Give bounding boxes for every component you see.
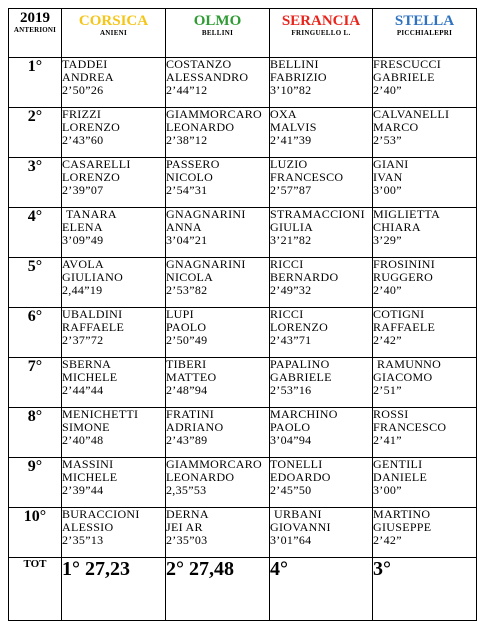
rank-cell: [9, 258, 62, 308]
athlete-cell: [62, 158, 166, 208]
athlete-time: 3’10”82: [270, 83, 312, 97]
athlete-surname: PAPALINO: [270, 357, 330, 371]
athlete-surname: FRIZZI: [62, 107, 102, 121]
team-header-stella: [373, 9, 477, 58]
athlete-time: 3’04”21: [166, 233, 208, 247]
rank-label: 4°: [27, 208, 43, 225]
athlete-first-name: MATTEO: [166, 370, 217, 384]
athlete-surname: MIGLIETTA: [373, 207, 441, 221]
athlete-cell: [373, 258, 477, 308]
team-header-olmo: [166, 9, 270, 58]
team-total: 4°: [270, 558, 373, 621]
athlete-surname: UBALDINI: [62, 307, 123, 321]
athlete-first-name: SIMONE: [62, 420, 110, 434]
athlete-surname: COSTANZO: [166, 57, 232, 71]
athlete-first-name: GIOVANNI: [270, 520, 331, 534]
athlete-time: 2’38”12: [166, 133, 208, 147]
table-row: [9, 508, 477, 558]
athlete-surname: GIANI: [373, 157, 409, 171]
athlete-surname: BURACCIONI: [62, 507, 140, 521]
athlete-time: 2’43”71: [270, 333, 312, 347]
athlete-first-name: DANIELE: [373, 470, 428, 484]
athlete-surname: CASARELLI: [62, 157, 131, 171]
rank-cell: [9, 158, 62, 208]
table-row: [9, 408, 477, 458]
athlete-time: 2’41”39: [270, 133, 312, 147]
table-row: [9, 458, 477, 508]
athlete-time: 2’43”89: [166, 433, 208, 447]
athlete-surname: RICCI: [270, 307, 304, 321]
athlete-time: 2’42”: [373, 333, 402, 347]
athlete-time: 3’01”64: [270, 533, 312, 547]
athlete-surname: GENTILI: [373, 457, 423, 471]
athlete-first-name: FRANCESCO: [270, 170, 344, 184]
athlete-first-name: FRANCESCO: [373, 420, 447, 434]
athlete-first-name: BERNARDO: [270, 270, 339, 284]
athlete-first-name: ELENA: [62, 220, 103, 234]
athlete-first-name: JEI AR: [166, 520, 203, 534]
athlete-time: 2’43”60: [62, 133, 104, 147]
rank-label: 6°: [27, 308, 43, 325]
athlete-surname: CALVANELLI: [373, 107, 450, 121]
athlete-cell: [270, 508, 373, 558]
team-subtitle: BELLINI: [201, 29, 234, 37]
athlete-cell: [166, 258, 270, 308]
rank-cell: [9, 408, 62, 458]
athlete-time: 2’51”: [373, 383, 402, 397]
rank-label: 2°: [27, 108, 43, 125]
athlete-first-name: RUGGERO: [373, 270, 434, 284]
athlete-first-name: LEONARDO: [166, 470, 235, 484]
team-subtitle: PICCHIALEPRI: [396, 29, 453, 37]
athlete-time: 2’45”50: [270, 483, 312, 497]
athlete-cell: [270, 308, 373, 358]
athlete-surname: PASSERO: [166, 157, 220, 171]
athlete-time: 2’35”13: [62, 533, 104, 547]
athlete-time: 2’37”72: [62, 333, 104, 347]
athlete-first-name: NICOLO: [166, 170, 214, 184]
athlete-surname: STRAMACCIONI: [270, 207, 365, 221]
athlete-first-name: IVAN: [373, 170, 403, 184]
athlete-cell: [270, 58, 373, 108]
athlete-cell: [373, 108, 477, 158]
team-header-serancia: [270, 9, 373, 58]
athlete-cell: [62, 358, 166, 408]
athlete-time: 3’04”94: [270, 433, 312, 447]
athlete-cell: [373, 208, 477, 258]
athlete-surname: MENICHETTI: [62, 407, 139, 421]
team-name: SERANCIA: [281, 13, 361, 29]
athlete-cell: [62, 458, 166, 508]
athlete-first-name: RAFFAELE: [373, 320, 436, 334]
athlete-time: 2’54”31: [166, 183, 208, 197]
athlete-cell: [166, 408, 270, 458]
athlete-time: 3’00”: [373, 183, 402, 197]
athlete-first-name: ANDREA: [62, 70, 114, 84]
athlete-cell: [166, 358, 270, 408]
athlete-cell: [270, 108, 373, 158]
table-row: [9, 308, 477, 358]
athlete-first-name: FABRIZIO: [270, 70, 327, 84]
results-body: [9, 9, 477, 621]
year-subtitle: ANTERIONI: [13, 26, 57, 34]
athlete-time: 2,44”19: [62, 283, 103, 297]
rank-label: 8°: [27, 408, 43, 425]
athlete-time: 2’53”82: [166, 283, 208, 297]
athlete-cell: [166, 58, 270, 108]
team-name: CORSICA: [78, 13, 149, 29]
athlete-surname: ROSSI: [373, 407, 409, 421]
athlete-surname: TANARA: [66, 207, 117, 221]
athlete-surname: RAMUNNO: [377, 357, 442, 371]
year-cell: [9, 9, 62, 58]
athlete-cell: [373, 508, 477, 558]
team-subtitle: ANIENI: [99, 29, 128, 37]
athlete-first-name: GIACOMO: [373, 370, 433, 384]
athlete-cell: [270, 408, 373, 458]
table-row: [9, 108, 477, 158]
athlete-time: 3’29”: [373, 233, 402, 247]
athlete-cell: [62, 208, 166, 258]
athlete-surname: GNAGNARINI: [166, 257, 246, 271]
athlete-cell: [373, 458, 477, 508]
athlete-time: 2’53”: [373, 133, 402, 147]
athlete-first-name: ANNA: [166, 220, 202, 234]
athlete-first-name: GABRIELE: [373, 70, 435, 84]
athlete-first-name: GABRIELE: [270, 370, 332, 384]
team-name: STELLA: [394, 13, 455, 29]
team-total: 2° 27,48: [166, 558, 270, 621]
athlete-first-name: LEONARDO: [166, 120, 235, 134]
athlete-surname: FRATINI: [166, 407, 215, 421]
rank-cell: [9, 58, 62, 108]
athlete-cell: [270, 208, 373, 258]
team-header-corsica: [62, 9, 166, 58]
rank-cell: [9, 358, 62, 408]
totals-row: [9, 558, 477, 621]
athlete-first-name: GIULIANO: [62, 270, 124, 284]
athlete-cell: [166, 108, 270, 158]
athlete-cell: [373, 408, 477, 458]
rank-cell: [9, 458, 62, 508]
athlete-surname: COTIGNI: [373, 307, 425, 321]
athlete-first-name: LORENZO: [62, 120, 121, 134]
table-row: [9, 258, 477, 308]
athlete-time: 2’44”12: [166, 83, 208, 97]
athlete-cell: [166, 458, 270, 508]
rank-label: 5°: [27, 258, 43, 275]
athlete-cell: [270, 458, 373, 508]
rank-cell: [9, 308, 62, 358]
athlete-first-name: MARCO: [373, 120, 419, 134]
athlete-cell: [62, 408, 166, 458]
team-name: OLMO: [193, 13, 242, 29]
athlete-time: 2’44”44: [62, 383, 104, 397]
athlete-surname: AVOLA: [62, 257, 104, 271]
athlete-time: 2’50”26: [62, 83, 104, 97]
rank-label: 1°: [27, 58, 43, 75]
athlete-surname: RICCI: [270, 257, 304, 271]
year-title: 2019: [20, 10, 50, 26]
athlete-time: 3’09”49: [62, 233, 104, 247]
table-row: [9, 158, 477, 208]
rank-cell: [9, 108, 62, 158]
athlete-surname: MARTINO: [373, 507, 431, 521]
athlete-first-name: PAOLO: [166, 320, 207, 334]
athlete-first-name: MICHELE: [62, 470, 118, 484]
team-total: 1° 27,23: [62, 558, 166, 621]
rank-cell: [9, 508, 62, 558]
athlete-first-name: PAOLO: [270, 420, 311, 434]
athlete-first-name: LORENZO: [270, 320, 329, 334]
athlete-surname: TIBERI: [166, 357, 207, 371]
athlete-first-name: ALESSIO: [62, 520, 114, 534]
athlete-time: 2’39”07: [62, 183, 104, 197]
athlete-surname: GIAMMORCARO: [166, 107, 262, 121]
athlete-cell: [62, 258, 166, 308]
athlete-cell: [270, 158, 373, 208]
athlete-time: 2’40”48: [62, 433, 104, 447]
athlete-first-name: LORENZO: [62, 170, 121, 184]
athlete-surname: OXA: [270, 107, 297, 121]
athlete-cell: [166, 508, 270, 558]
athlete-first-name: EDOARDO: [270, 470, 331, 484]
team-total: 3°: [373, 558, 477, 621]
athlete-time: 2’48”94: [166, 383, 208, 397]
athlete-time: 2’42”: [373, 533, 402, 547]
athlete-time: 2’57”87: [270, 183, 312, 197]
athlete-cell: [62, 308, 166, 358]
athlete-cell: [62, 108, 166, 158]
results-table: [8, 8, 477, 621]
athlete-cell: [166, 308, 270, 358]
rank-label: 9°: [27, 458, 43, 475]
table-row: [9, 58, 477, 108]
athlete-time: 2’53”16: [270, 383, 312, 397]
athlete-surname: GIAMMORCARO: [166, 457, 262, 471]
athlete-surname: FRESCUCCI: [373, 57, 442, 71]
rank-label: 7°: [27, 358, 43, 375]
athlete-cell: [373, 158, 477, 208]
athlete-cell: [373, 358, 477, 408]
athlete-surname: FROSININI: [373, 257, 436, 271]
athlete-cell: [373, 308, 477, 358]
header-row: [9, 9, 477, 58]
athlete-surname: MARCHINO: [270, 407, 338, 421]
athlete-cell: [166, 208, 270, 258]
table-row: [9, 358, 477, 408]
athlete-time: 2’41”: [373, 433, 402, 447]
athlete-time: 3’00”: [373, 483, 402, 497]
athlete-first-name: GIULIA: [270, 220, 314, 234]
athlete-cell: [62, 58, 166, 108]
athlete-surname: LUZIO: [270, 157, 308, 171]
athlete-cell: [270, 258, 373, 308]
athlete-time: 2’35”03: [166, 533, 208, 547]
athlete-first-name: GIUSEPPE: [373, 520, 432, 534]
athlete-first-name: NICOLA: [166, 270, 214, 284]
athlete-cell: [270, 358, 373, 408]
athlete-first-name: MALVIS: [270, 120, 317, 134]
athlete-time: 2’40”: [373, 83, 402, 97]
athlete-surname: SBERNA: [62, 357, 112, 371]
totals-label: TOT: [9, 558, 62, 621]
athlete-time: 2’39”44: [62, 483, 104, 497]
athlete-cell: [62, 508, 166, 558]
rank-label: 3°: [27, 158, 43, 175]
athlete-surname: BELLINI: [270, 57, 319, 71]
athlete-surname: GNAGNARINI: [166, 207, 246, 221]
team-subtitle: FRINGUELLO L.: [291, 29, 351, 37]
athlete-surname: TADDEI: [62, 57, 108, 71]
athlete-first-name: ADRIANO: [166, 420, 224, 434]
athlete-time: 2,35”53: [166, 483, 207, 497]
athlete-surname: URBANI: [274, 507, 322, 521]
rank-cell: [9, 208, 62, 258]
athlete-surname: TONELLI: [270, 457, 323, 471]
table-row: [9, 208, 477, 258]
athlete-first-name: MICHELE: [62, 370, 118, 384]
athlete-time: 2’49”32: [270, 283, 312, 297]
athlete-cell: [166, 158, 270, 208]
rank-label: 10°: [23, 508, 47, 525]
athlete-first-name: CHIARA: [373, 220, 421, 234]
athlete-first-name: ALESSANDRO: [166, 70, 249, 84]
athlete-first-name: RAFFAELE: [62, 320, 125, 334]
athlete-surname: LUPI: [166, 307, 194, 321]
athlete-time: 2’50”49: [166, 333, 208, 347]
athlete-cell: [373, 58, 477, 108]
athlete-time: 3’21”82: [270, 233, 312, 247]
athlete-time: 2’40”: [373, 283, 402, 297]
athlete-surname: MASSINI: [62, 457, 114, 471]
athlete-surname: DERNA: [166, 507, 209, 521]
